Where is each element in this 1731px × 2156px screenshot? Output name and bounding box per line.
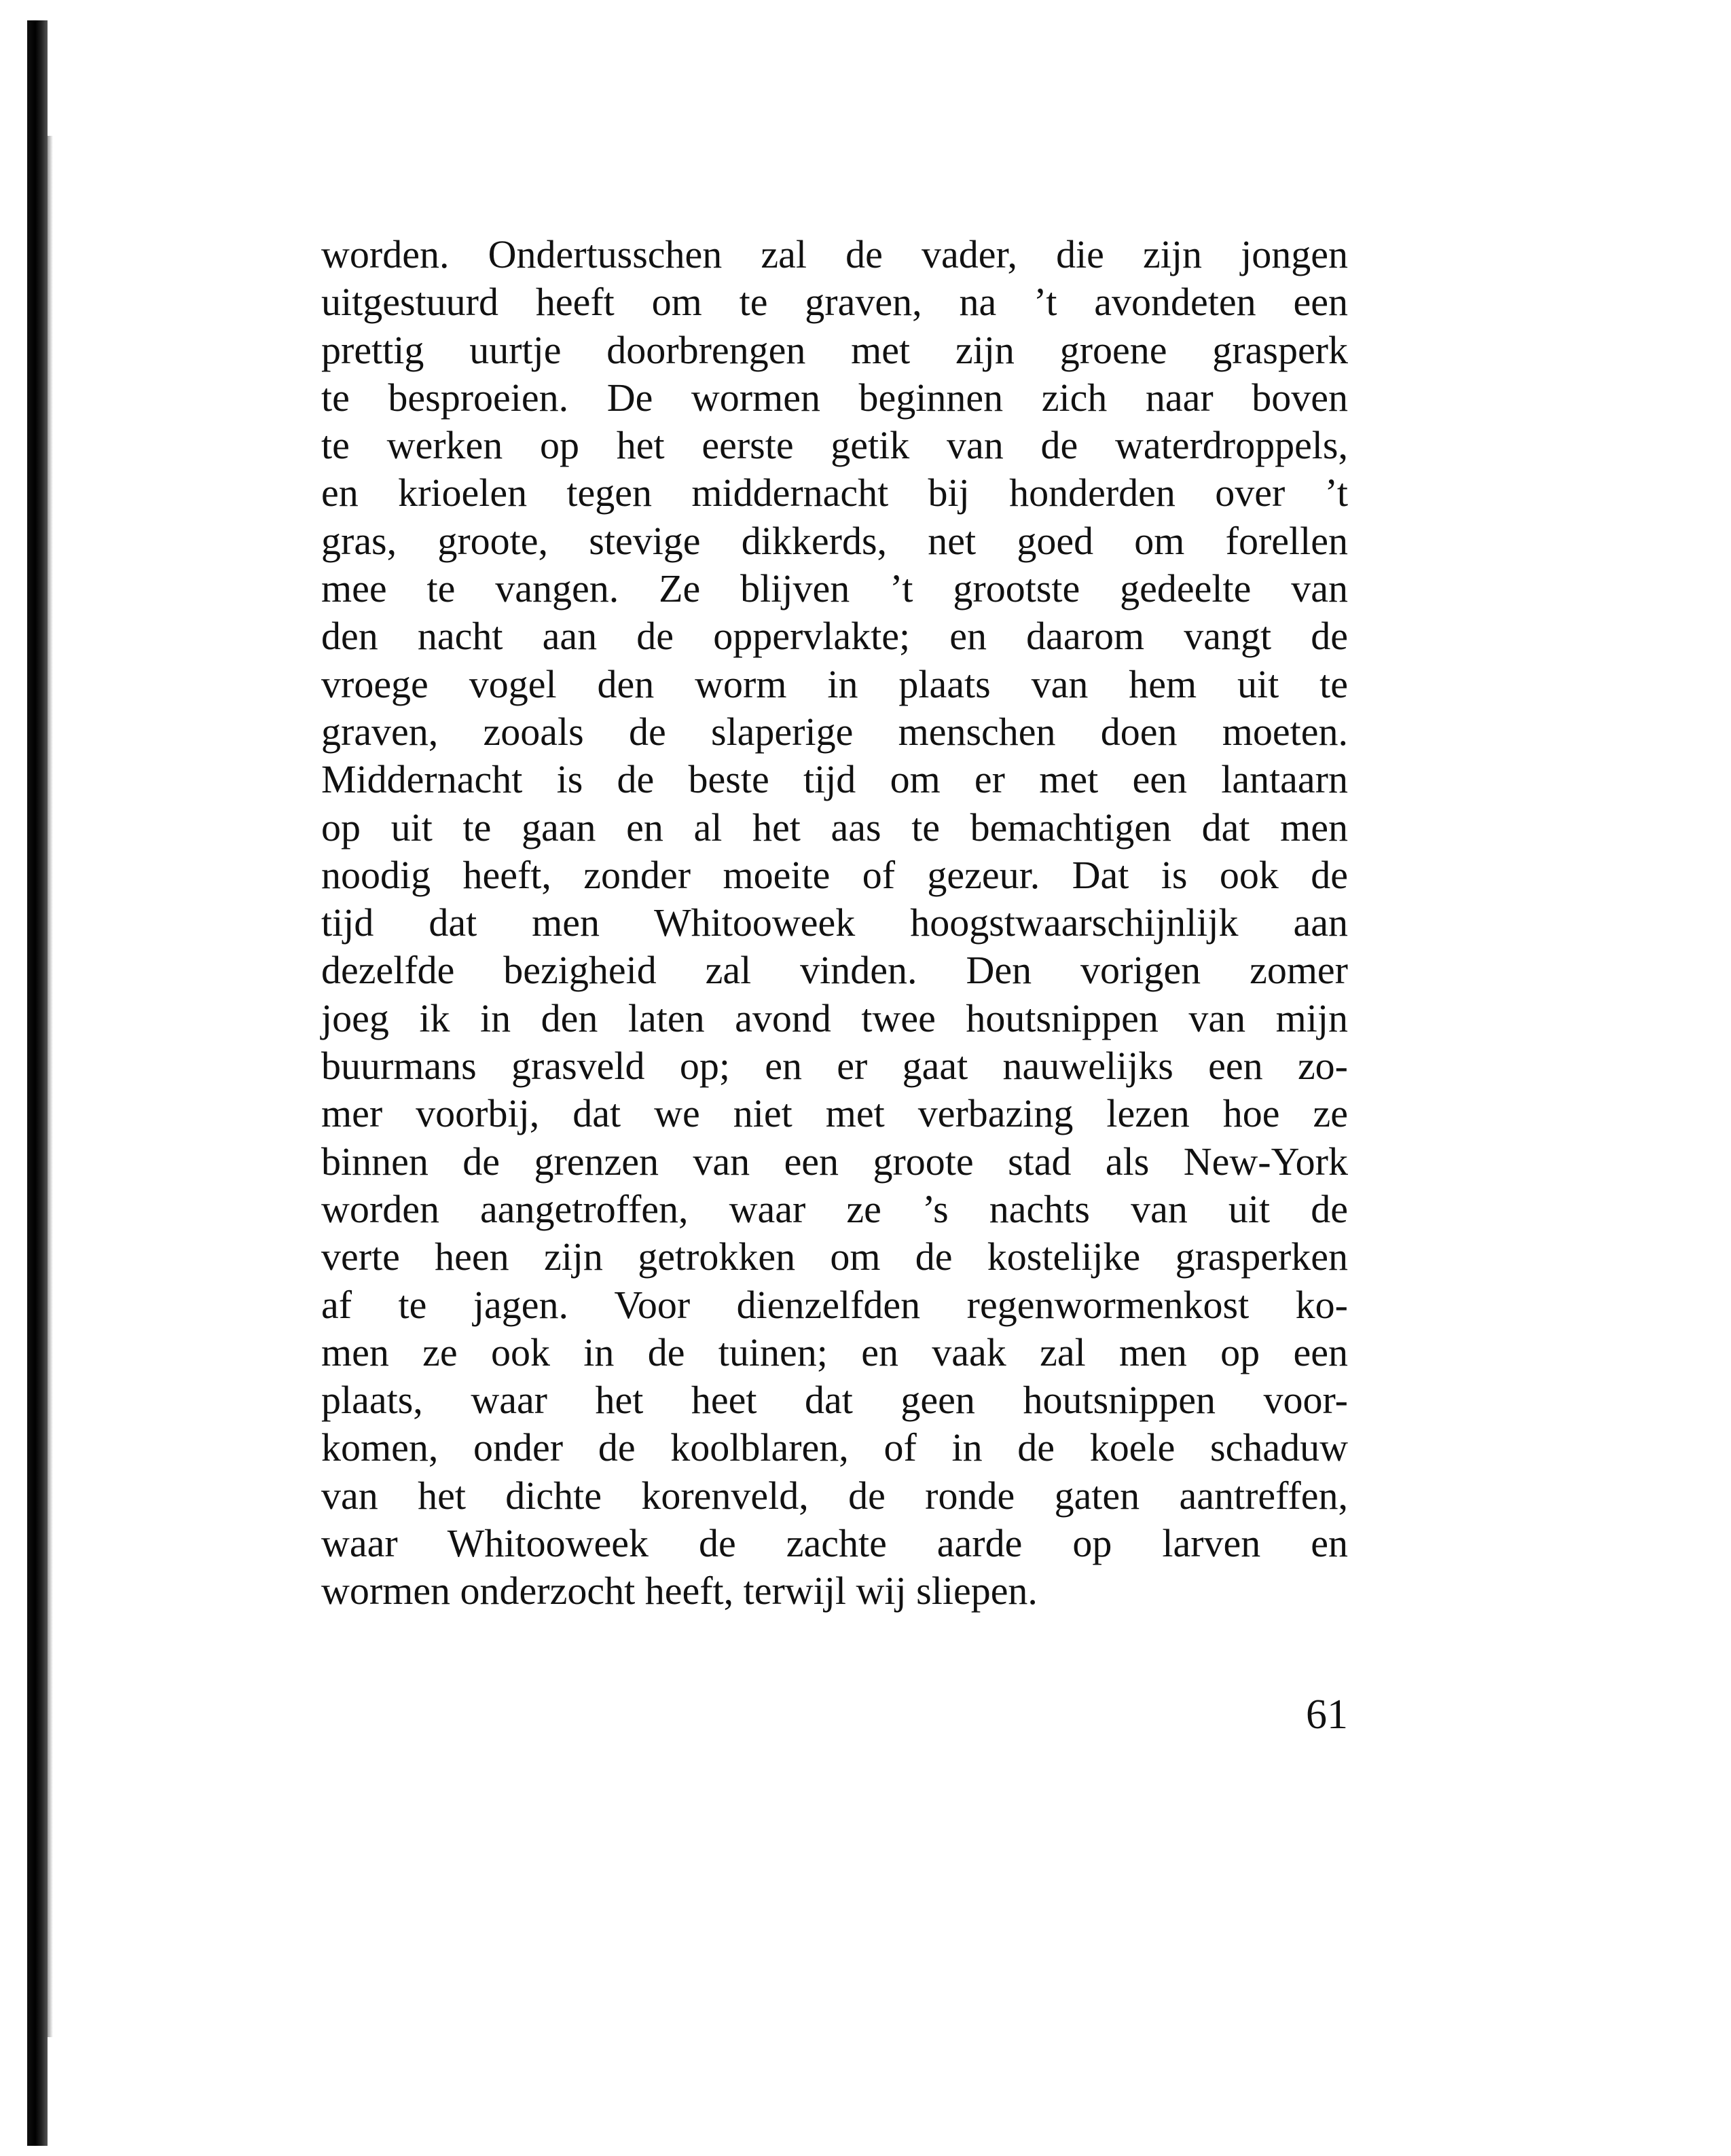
text-line: af te jagen. Voor dienzelfden regenwormenkost ko- [321, 1282, 1348, 1327]
text-line: verte heen zijn getrokken om de kostelijke grasperken [321, 1235, 1348, 1279]
text-line: mee te vangen. Ze blijven ’t grootste gedeelte van [321, 566, 1348, 611]
text-line: waar Whitooweek de zachte aarde op larven en [321, 1521, 1348, 1566]
text-line: komen, onder de koolblaren, of in de koele schaduw [321, 1425, 1348, 1470]
book-binding-edge [27, 20, 48, 2146]
text-line: van het dichte korenveld, de ronde gaten aantreffen, [321, 1473, 1348, 1518]
text-line: tijd dat men Whitooweek hoogstwaarschijnlijk aan [321, 900, 1348, 945]
text-line: en krioelen tegen middernacht bij honderden over ’t [321, 471, 1348, 515]
text-line: den nacht aan de oppervlakte; en daarom vangt de [321, 614, 1348, 659]
text-line: te werken op het eerste getik van de waterdroppels, [321, 423, 1348, 468]
text-line: joeg ik in den laten avond twee houtsnippen van mijn [321, 995, 1348, 1040]
text-line: graven, zooals de slaperige menschen doen moeten. [321, 709, 1348, 754]
text-line: uitgestuurd heeft om te graven, na ’t avondeten een [321, 280, 1348, 325]
text-line: buurmans grasveld op; en er gaat nauwelijks een zo- [321, 1044, 1348, 1089]
text-line: te besproeien. De wormen beginnen zich naar boven [321, 375, 1348, 420]
text-line: gras, groote, stevige dikkerds, net goed om forellen [321, 518, 1348, 563]
text-line: worden. Ondertusschen zal de vader, die zijn jongen [321, 232, 1348, 276]
body-text [321, 231, 1348, 1615]
text-line: vroege vogel den worm in plaats van hem uit te [321, 661, 1348, 706]
text-line: prettig uurtje doorbrengen met zijn groene grasperk [321, 327, 1348, 372]
text-line: wormen onderzocht heeft, terwijl wij sliepen. [321, 1569, 1038, 1613]
text-line: mer voorbij, dat we niet met verbazing lezen hoe ze [321, 1091, 1348, 1136]
page-number: 61 [1306, 1692, 1348, 1738]
text-line: op uit te gaan en al het aas te bemachtigen dat men [321, 805, 1348, 849]
text-line: binnen de grenzen van een groote stad als New-York [321, 1139, 1348, 1184]
text-line: worden aangetroffen, waar ze ’s nachts van uit de [321, 1186, 1348, 1231]
text-line: plaats, waar het heet dat geen houtsnippen voor- [321, 1378, 1348, 1423]
text-line: noodig heeft, zonder moeite of gezeur. Dat is ook de [321, 852, 1348, 897]
text-line: Middernacht is de beste tijd om er met een lantaarn [321, 757, 1348, 802]
text-line: dezelfde bezigheid zal vinden. Den vorigen zomer [321, 948, 1348, 993]
binding-shadow [48, 136, 53, 2037]
text-line: men ze ook in de tuinen; en vaak zal men op een [321, 1330, 1348, 1374]
